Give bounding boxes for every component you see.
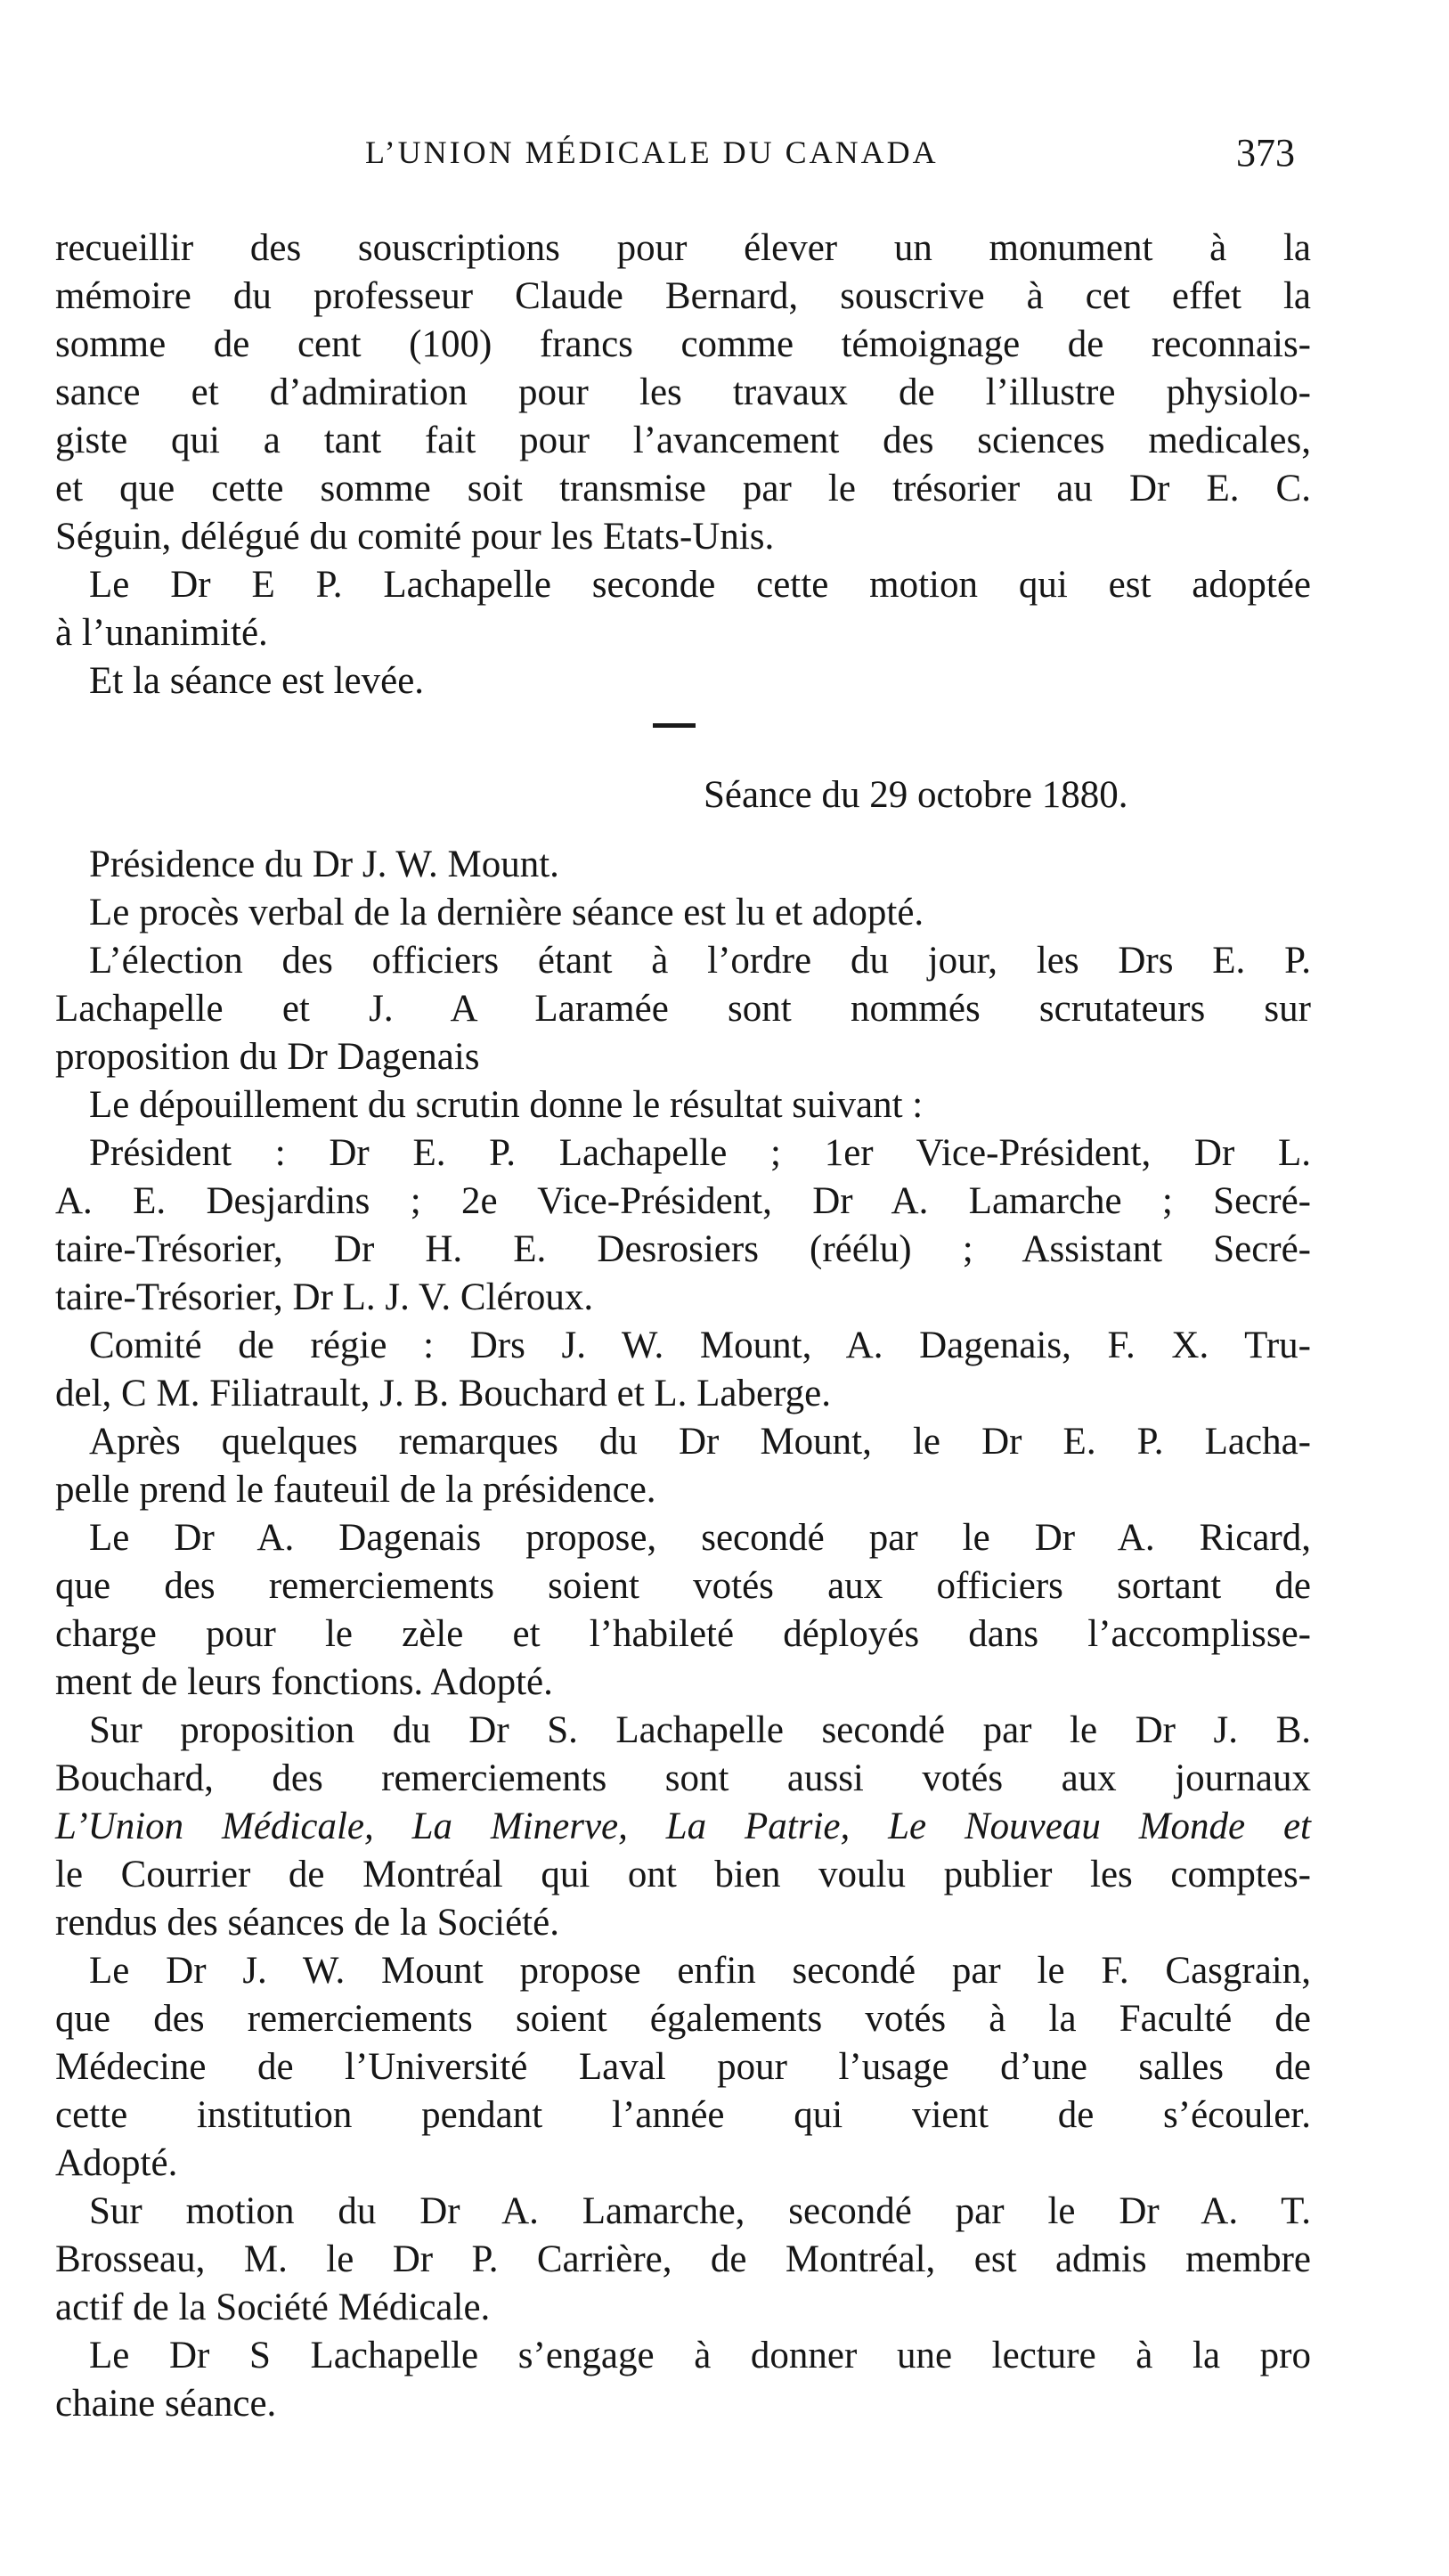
text-line: Après quelques remarques du Dr Mount, le Dr E. P. Lacha- (89, 1421, 1311, 1463)
text-line: Bouchard, des remerciements sont aussi votés aux journaux (55, 1757, 1311, 1799)
text-line: mémoire du professeur Claude Bernard, souscrive à cet effet la (55, 275, 1311, 317)
text-line: Lachapelle et J. A Laramée sont nommés scrutateurs sur (55, 988, 1311, 1030)
text-line: Sur proposition du Dr S. Lachapelle secondé par le Dr J. B. (89, 1709, 1311, 1751)
text-line: à l’unanimité. (55, 612, 268, 654)
text-line: L’Union Médicale, La Minerve, La Patrie, Le Nouveau Monde et (55, 1806, 1311, 1847)
text-line: Adopté. (55, 2142, 178, 2184)
text-line: A. E. Desjardins ; 2e Vice-Président, Dr A. Lamarche ; Secré- (55, 1180, 1311, 1222)
text-line: Sur motion du Dr A. Lamarche, secondé par le Dr A. T. (89, 2190, 1311, 2232)
text-line: somme de cent (100) francs comme témoignage de reconnais- (55, 323, 1311, 365)
text-line: Le Dr J. W. Mount propose enfin secondé par le F. Casgrain, (89, 1950, 1311, 1992)
text-line: Le procès verbal de la dernière séance est lu et adopté. (89, 892, 924, 933)
text-line: Président : Dr E. P. Lachapelle ; 1er Vice-Président, Dr L. (89, 1132, 1311, 1174)
page-number: 373 (1236, 131, 1295, 175)
text-line: Médecine de l’Université Laval pour l’usage d’une salles de (55, 2046, 1311, 2088)
text-line: Brosseau, M. le Dr P. Carrière, de Montréal, est admis membre (55, 2238, 1311, 2280)
section-separator (653, 723, 696, 728)
text-line: sance et d’admiration pour les travaux de l’illustre physiolo- (55, 371, 1311, 413)
text-line: actif de la Société Médicale. (55, 2287, 491, 2328)
text-line: Le Dr E P. Lachapelle seconde cette motion qui est adoptée (89, 564, 1311, 606)
running-title: L’UNION MÉDICALE DU CANADA (365, 135, 939, 170)
text-line: taire-Trésorier, Dr H. E. Desrosiers (réélu) ; Assistant Secré- (55, 1228, 1311, 1270)
text-line: Le Dr S Lachapelle s’engage à donner une lecture à la pro (89, 2335, 1311, 2376)
text-line: pelle prend le fauteuil de la présidence. (55, 1469, 656, 1511)
text-line: del, C M. Filiatrault, J. B. Bouchard et L. Laberge. (55, 1373, 831, 1414)
text-line: cette institution pendant l’année qui vient de s’écouler. (55, 2094, 1311, 2136)
text-line: Séguin, délégué du comité pour les Etats-Unis. (55, 516, 775, 558)
text-line: charge pour le zèle et l’habileté déployés dans l’accomplisse- (55, 1613, 1311, 1655)
text-line: taire-Trésorier, Dr L. J. V. Cléroux. (55, 1276, 594, 1318)
text-line: Comité de régie : Drs J. W. Mount, A. Dagenais, F. X. Tru- (89, 1325, 1311, 1366)
text-line: giste qui a tant fait pour l’avancement des sciences medicales, (55, 420, 1311, 461)
text-line: Et la séance est levée. (89, 660, 425, 702)
text-line: Présidence du Dr J. W. Mount. (89, 844, 559, 885)
text-line: et que cette somme soit transmise par le trésorier au Dr E. C. (55, 468, 1311, 509)
meeting-title: Séance du 29 octobre 1880. (704, 774, 1128, 816)
text-line: chaine séance. (55, 2383, 277, 2425)
text-line: recueillir des souscriptions pour élever un monument à la (55, 227, 1311, 269)
text-line: que des remerciements soient votés aux officiers sortant de (55, 1565, 1311, 1607)
text-line: rendus des séances de la Société. (55, 1902, 559, 1944)
text-line: proposition du Dr Dagenais (55, 1036, 480, 1078)
text-line: le Courrier de Montréal qui ont bien voulu publier les comptes- (55, 1854, 1311, 1895)
text-line: Le Dr A. Dagenais propose, secondé par le Dr A. Ricard, (89, 1517, 1311, 1559)
text-line: L’élection des officiers étant à l’ordre du jour, les Drs E. P. (89, 940, 1311, 982)
text-line: ment de leurs fonctions. Adopté. (55, 1661, 553, 1703)
text-line: que des remerciements soient égalements votés à la Faculté de (55, 1998, 1311, 2040)
text-line: Le dépouillement du scrutin donne le résultat suivant : (89, 1084, 924, 1126)
